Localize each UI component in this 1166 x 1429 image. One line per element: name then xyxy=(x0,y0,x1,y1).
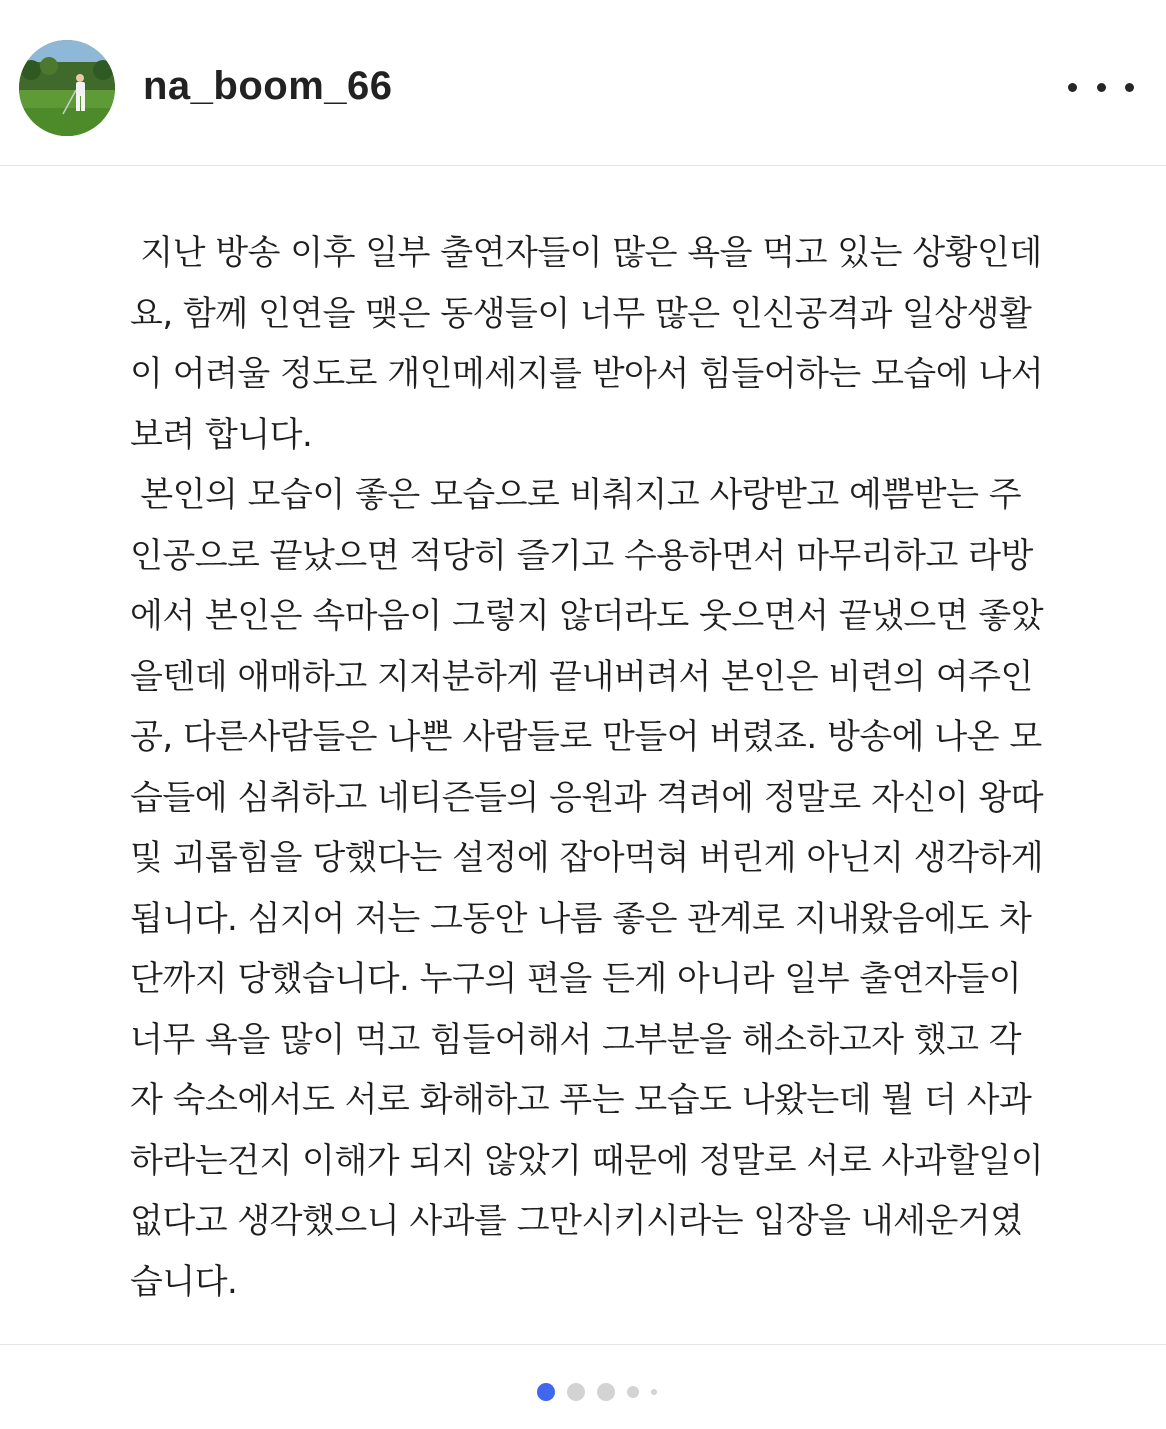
post-image-text[interactable] xyxy=(0,167,1166,1345)
post-text-line: 지난 방송 이후 일부 출연자들이 많은 욕을 먹고 있는 상황인데 xyxy=(130,233,1042,273)
post-text-line: 없다고 생각했으니 사과를 그만시키시라는 입장을 내세운거였 xyxy=(130,1201,1023,1241)
post-text-line: 하라는건지 이해가 되지 않았기 때문에 정말로 서로 사과할일이 xyxy=(130,1140,1044,1181)
post-text-line: 보려 합니다. xyxy=(130,414,313,455)
post-text-line: 이 어려울 정도로 개인메세지를 받아서 힘들어하는 모습에 나서 xyxy=(130,354,1044,394)
post-text-line: 공, 다른사람들은 나쁜 사람들로 만들어 버렸죠. 방송에 나온 모 xyxy=(130,717,1042,757)
pager-dot xyxy=(627,1386,639,1398)
pager-dot xyxy=(597,1383,615,1401)
ellipsis-icon xyxy=(1097,83,1106,92)
pager-dot xyxy=(537,1383,555,1401)
post-header xyxy=(0,0,1166,166)
post-text-line: 됩니다. 심지어 저는 그동안 나름 좋은 관계로 지내왔음에도 차 xyxy=(130,898,1032,939)
pager-dot xyxy=(651,1389,657,1395)
post-text-line: 습니다. xyxy=(130,1261,238,1302)
post-text-line: 단까지 당했습니다. 누구의 편을 든게 아니라 일부 출연자들이 xyxy=(130,959,1022,999)
post-text-line: 너무 욕을 많이 먹고 힘들어해서 그부분을 해소하고자 했고 각 xyxy=(130,1019,1022,1060)
post-text xyxy=(130,223,1050,1312)
profile-photo-golfer xyxy=(19,40,115,136)
ellipsis-icon xyxy=(1068,83,1077,92)
post-text-line: 자 숙소에서도 서로 화해하고 푸는 모습도 나왔는데 뭘 더 사과 xyxy=(130,1080,1032,1120)
post-text-line: 습들에 심취하고 네티즌들의 응원과 격려에 정말로 자신이 왕따 xyxy=(130,777,1044,818)
post-text-line: 요, 함께 인연을 맺은 동생들이 너무 많은 인신공격과 일상생활 xyxy=(130,293,1032,334)
ellipsis-icon xyxy=(1125,83,1134,92)
post-text-line: 인공으로 끝났으면 적당히 즐기고 수용하면서 마무리하고 라방 xyxy=(130,535,1033,576)
pager-dot xyxy=(567,1383,585,1401)
post-text-line: 을텐데 애매하고 지저분하게 끝내버려서 본인은 비련의 여주인 xyxy=(130,656,1033,697)
carousel-pager xyxy=(537,1382,669,1402)
username[interactable]: na_boom_66 xyxy=(143,64,393,108)
avatar[interactable] xyxy=(19,40,115,136)
post-text-line: 에서 본인은 속마음이 그렇지 않더라도 웃으면서 끝냈으면 좋았 xyxy=(130,596,1044,636)
more-options-button[interactable] xyxy=(1068,70,1134,104)
post-text-line: 및 괴롭힘을 당했다는 설정에 잡아먹혀 버린게 아닌지 생각하게 xyxy=(130,838,1044,878)
post-text-line: 본인의 모습이 좋은 모습으로 비춰지고 사랑받고 예쁨받는 주 xyxy=(130,475,1022,515)
